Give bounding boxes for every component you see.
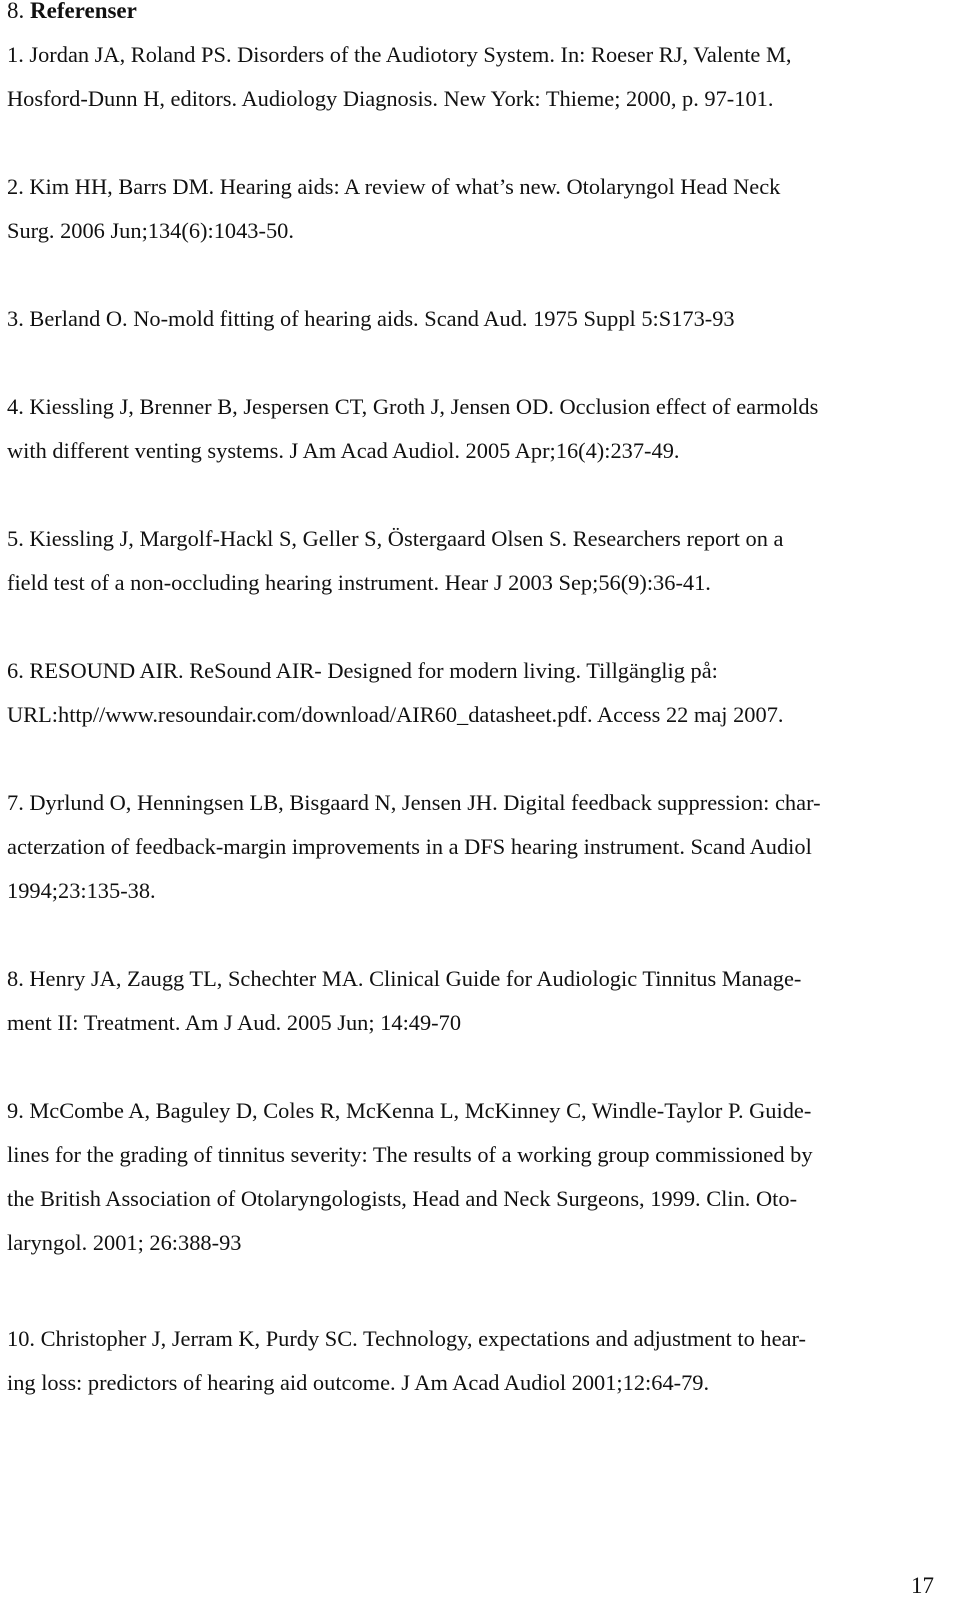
section-heading xyxy=(7,0,137,26)
reference-3-line-1: 3. Berland O. No-mold fitting of hearing aids. Scand Aud. 1975 Suppl 5:S173-93 xyxy=(7,306,735,331)
reference-10-line-1: 10. Christopher J, Jerram K, Purdy SC. Technology, expectations and adjustment to hear- xyxy=(7,1326,806,1351)
reference-9-line-4: laryngol. 2001; 26:388-93 xyxy=(7,1230,242,1255)
reference-5-line-2: field test of a non-occluding hearing instrument. Hear J 2003 Sep;56(9):36-41. xyxy=(7,570,711,595)
reference-8-line-1: 8. Henry JA, Zaugg TL, Schechter MA. Clinical Guide for Audiologic Tinnitus Manage- xyxy=(7,966,802,991)
reference-9-line-2: lines for the grading of tinnitus severity: The results of a working group commissioned by xyxy=(7,1142,813,1167)
reference-6-line-1: 6. RESOUND AIR. ReSound AIR- Designed for modern living. Tillgänglig på: xyxy=(7,658,718,683)
section-number: 8. xyxy=(7,0,25,23)
reference-5-line-1: 5. Kiessling J, Margolf-Hackl S, Geller S, Östergaard Olsen S. Researchers report on a xyxy=(7,526,784,551)
section-title: Referenser xyxy=(30,0,137,23)
reference-4-line-2: with different venting systems. J Am Acad Audiol. 2005 Apr;16(4):237-49. xyxy=(7,438,680,463)
page-number: 17 xyxy=(911,1573,934,1598)
reference-7-line-2: acterzation of feedback-margin improvements in a DFS hearing instrument. Scand Audiol xyxy=(7,834,812,859)
reference-8-line-2: ment II: Treatment. Am J Aud. 2005 Jun; 14:49-70 xyxy=(7,1010,462,1035)
reference-9-line-3: the British Association of Otolaryngologists, Head and Neck Surgeons, 1999. Clin. Oto- xyxy=(7,1186,798,1211)
reference-6-line-2: URL:http//www.resoundair.com/download/AIR60_datasheet.pdf. Access 22 maj 2007. xyxy=(7,702,784,727)
reference-7-line-1: 7. Dyrlund O, Henningsen LB, Bisgaard N, Jensen JH. Digital feedback suppression: char- xyxy=(7,790,821,815)
reference-10-line-2: ing loss: predictors of hearing aid outcome. J Am Acad Audiol 2001;12:64-79. xyxy=(7,1370,710,1395)
reference-2-line-1: 2. Kim HH, Barrs DM. Hearing aids: A review of what’s new. Otolaryngol Head Neck xyxy=(7,174,781,199)
reference-9-line-1: 9. McCombe A, Baguley D, Coles R, McKenna L, McKinney C, Windle-Taylor P. Guide- xyxy=(7,1098,812,1123)
reference-4-line-1: 4. Kiessling J, Brenner B, Jespersen CT, Groth J, Jensen OD. Occlusion effect of earmolds xyxy=(7,394,819,419)
reference-1-line-1: 1. Jordan JA, Roland PS. Disorders of the Audiotory System. In: Roeser RJ, Valente M, xyxy=(7,42,792,67)
reference-2-line-2: Surg. 2006 Jun;134(6):1043-50. xyxy=(7,218,294,243)
reference-7-line-3: 1994;23:135-38. xyxy=(7,878,156,903)
reference-1-line-2: Hosford-Dunn H, editors. Audiology Diagnosis. New York: Thieme; 2000, p. 97-101. xyxy=(7,86,774,111)
